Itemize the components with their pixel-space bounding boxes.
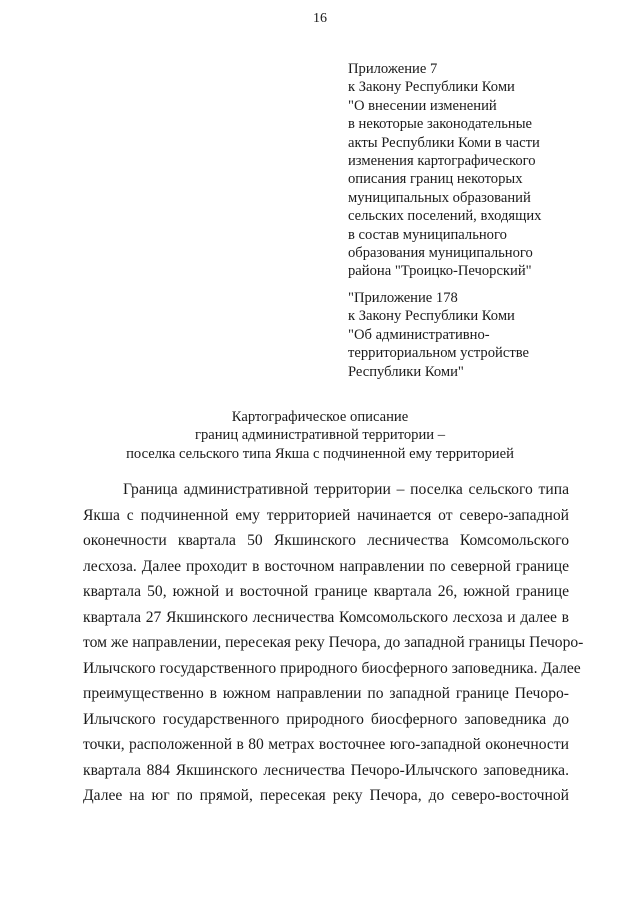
body-line: лесхоза. Далее проходит в восточном направлении по северной границе: [83, 557, 569, 575]
annex-line: "О внесении изменений: [348, 97, 497, 114]
title-line: поселка сельского типа Якша с подчиненной ему территорией: [126, 445, 514, 462]
document-title: [0, 408, 640, 463]
annex-line: изменения картографического: [348, 153, 536, 170]
body-paragraph: [83, 477, 584, 809]
annex-line: образования муниципального: [348, 245, 533, 262]
annex-header-appendix-7: [348, 60, 628, 281]
body-line: Илычского государственного природного биосферного заповедника. Далее: [83, 659, 581, 677]
annex-line: Республики Коми": [348, 363, 464, 380]
body-line: том же направлении, пересекая реку Печора, до западной границы Печоро-: [83, 634, 584, 651]
body-line: преимущественно в южном направлении по западной границе Печоро-: [83, 685, 569, 702]
body-line: квартала 884 Якшинского лесничества Печоро-Илычского заповедника.: [83, 761, 569, 779]
annex-line: территориальном устройстве: [348, 345, 529, 362]
body-line: Якша с подчиненной ему территорией начинается от северо-западной: [83, 506, 569, 524]
body-line: точки, расположенной в 80 метрах восточнее юго-западной оконечности: [83, 736, 569, 753]
annex-line: Приложение 7: [348, 61, 438, 77]
body-line: оконечности квартала 50 Якшинского лесничества Комсомольского: [83, 532, 569, 549]
body-line: квартала 27 Якшинского лесничества Комсомольского лесхоза и далее в: [83, 608, 569, 626]
annex-line: в некоторые законодательные: [348, 116, 532, 133]
body-line: квартала 50, южной и восточной границе квартала 26, южной границе: [83, 583, 569, 600]
annex-line: описания границ некоторых: [348, 171, 523, 188]
annex-line: в состав муниципального: [348, 226, 507, 243]
body-line: Граница административной территории – поселка сельского типа: [123, 481, 569, 498]
annex-line: района "Троицко-Печорский": [348, 263, 532, 280]
annex-line: муниципальных образований: [348, 189, 531, 206]
annex-line: акты Республики Коми в части: [348, 134, 540, 151]
annex-line: "Об административно-: [348, 326, 490, 343]
annex-line: сельских поселений, входящих: [348, 208, 542, 225]
annex-line: к Закону Республики Коми: [348, 79, 515, 96]
annex-line: "Приложение 178: [348, 290, 458, 306]
title-line: границ административной территории –: [194, 427, 446, 444]
body-line: Илычского государственного природного биосферного заповедника до: [83, 710, 569, 728]
body-line: Далее на юг по прямой, пересекая реку Печора, до северо-восточной: [83, 787, 569, 804]
annex-line: к Закону Республики Коми: [348, 308, 515, 325]
title-line: Картографическое описание: [231, 409, 409, 425]
page-number: 16: [313, 11, 327, 26]
annex-header-appendix-178: [348, 289, 628, 381]
